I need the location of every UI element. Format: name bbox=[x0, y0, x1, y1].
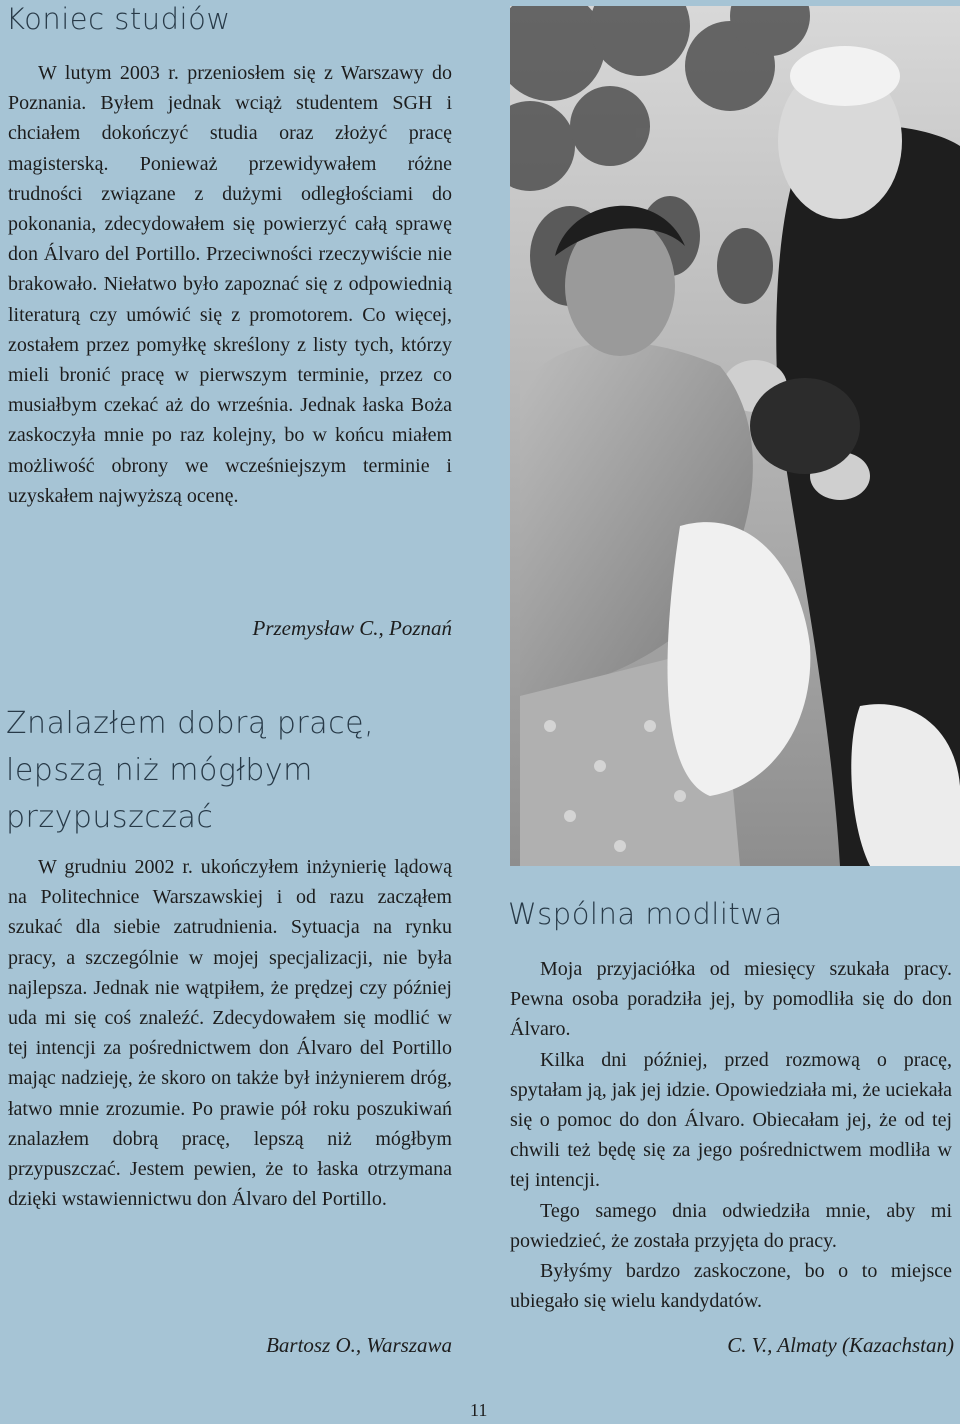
heading-line: przypuszczać bbox=[6, 800, 214, 835]
page-number: 11 bbox=[470, 1400, 488, 1420]
paragraph: W grudniu 2002 r. ukończyłem inżynierię lądową na Politechnice Warszawskiej i od razu zacząłem szukać dla siebie zatrudnienia. Sytuacja na rynku pracy, a szczególnie w mojej specjalizacji, nie była najlepsza. Jednak nie wątpiłem, że prędzej czy później uda mi się coś znaleźć. Zdecydowałem się modlić w tej intencji za pośrednictwem don Álvaro del Portillo mając nadzieję, że skoro on także był inżynierem dróg, łatwo mnie zrozumie. Po prawie pół roku poszukiwań znalazłem dobrą pracę, lepszą niż mógłbym przypuszczać. Jestem pewien, że to łaska otrzymana dzięki wstawiennictwu don Álvaro del Portillo. bbox=[8, 856, 452, 1211]
section-heading-koniec-studiow: Koniec studiów bbox=[6, 2, 231, 36]
heading-line: Znalazłem dobrą pracę, bbox=[6, 706, 375, 741]
section-heading-znalazlem-prace bbox=[6, 700, 374, 841]
article-body-koniec-studiow bbox=[8, 58, 452, 511]
signature: Bartosz O., Warszawa bbox=[266, 1333, 452, 1357]
paragraph: Tego samego dnia odwiedziła mnie, aby mi powiedzieć, że została przyjęta do pracy. bbox=[510, 1199, 952, 1252]
article-body-znalazlem-prace bbox=[8, 852, 452, 1214]
paragraph: Byłyśmy bardzo zaskoczone, bo o to miejsce ubiegało się wielu kandydatów. bbox=[510, 1260, 952, 1313]
signature: C. V., Almaty (Kazachstan) bbox=[727, 1333, 954, 1357]
paragraph: Moja przyjaciółka od miesięcy szukała pracy. Pewna osoba poradziła jej, by pomodliła się do don Álvaro. bbox=[510, 958, 952, 1041]
section-heading-wspolna-modlitwa: Wspólna modlitwa bbox=[508, 897, 783, 931]
paragraph: Kilka dni później, przed rozmową o pracę, spytałam ją, jak jej idzie. Opowiedziała mi, że uciekała się o pomoc do don Álvaro. Obiecałam jej, że od tej chwili też będę się za jego pośrednictwem modliła w tej intencji. bbox=[510, 1048, 952, 1192]
heading-line: lepszą niż mógłbym bbox=[6, 753, 313, 788]
photo-priest-blessing-child bbox=[510, 6, 960, 866]
signature: Przemysław C., Poznań bbox=[252, 616, 452, 640]
article-body-wspolna-modlitwa bbox=[510, 954, 952, 1316]
paragraph: W lutym 2003 r. przeniosłem się z Warszawy do Poznania. Byłem jednak wciąż studentem SGH i chciałem dokończyć studia oraz złożyć pracę magisterską. Ponieważ przewidywałem różne trudności związane z dużymi odległościami do pokonania, zdecydowałem się powierzyć całą sprawę don Álvaro del Portillo. Przeciwności rzeczywiście nie brakowało. Niełatwo było zapoznać się z odpowiednią literaturą czy umówić się z promotorem. Co więcej, zostałem przez pomyłkę skreślony z listy tych, którzy mieli bronić pracę w pierwszym terminie, przez co musiałbym czekać aż do września. Jednak łaska Boża zaskoczyła mnie po raz kolejny, bo w końcu miałem możliwość obrony we wcześniejszym terminie i uzyskałem najwyższą ocenę. bbox=[8, 62, 452, 507]
